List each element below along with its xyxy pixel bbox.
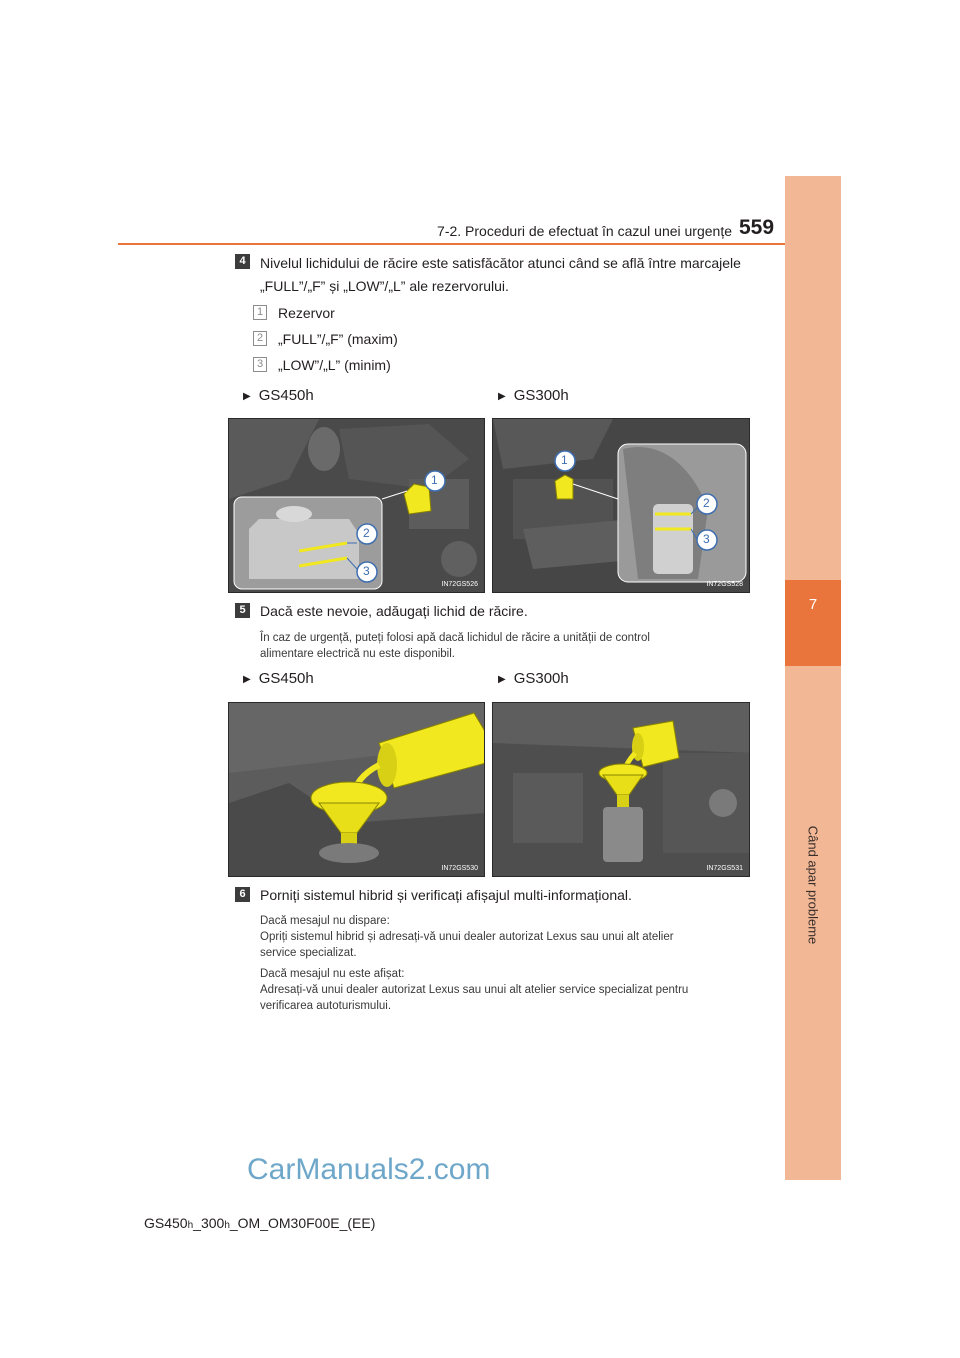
step5-text: Dacă este nevoie, adăugați lichid de răcire. xyxy=(260,603,528,619)
step6-para1-line3: service specializat. xyxy=(260,947,357,959)
section-title: 7-2. Proceduri de efectuat în cazul unei urgențe xyxy=(437,223,732,239)
callout-label-low: „LOW”/„L” (minim) xyxy=(278,357,391,373)
chapter-title: Când apar probleme xyxy=(805,825,821,945)
engine-bay-photo-gs450h-reservoir xyxy=(228,418,485,593)
triangle-bullet-icon: ▶ xyxy=(243,674,251,685)
image-callout-1: 1 xyxy=(561,453,568,467)
step-badge-5: 5 xyxy=(235,603,250,618)
coolant-pouring-photo-gs300h xyxy=(492,702,750,877)
engine-bay-photo-gs300h-reservoir xyxy=(492,418,750,593)
step5-note-line2: alimentare electrică nu este disponibil. xyxy=(260,648,455,660)
step-badge-4: 4 xyxy=(235,254,250,269)
chapter-number: 7 xyxy=(808,596,818,613)
image-code: IN72GS526 xyxy=(441,581,478,588)
model-label-gs450h: ▶ GS450h xyxy=(243,670,314,687)
chapter-number-block xyxy=(785,580,841,666)
callout-badge-3: 3 xyxy=(253,357,267,372)
image-callout-2: 2 xyxy=(363,526,370,540)
image-code: IN72GS531 xyxy=(706,865,743,872)
image-callout-3: 3 xyxy=(363,564,370,578)
triangle-bullet-icon: ▶ xyxy=(243,391,251,402)
triangle-bullet-icon: ▶ xyxy=(498,391,506,402)
image-callout-2: 2 xyxy=(703,496,710,510)
step6-para1-line1: Dacă mesajul nu dispare: xyxy=(260,915,390,927)
callout-badge-1: 1 xyxy=(253,305,267,320)
step6-para1-line2: Opriți sistemul hibrid și adresați-vă unui dealer autorizat Lexus sau unui alt atelier xyxy=(260,931,674,943)
watermark-text: CarManuals2.com xyxy=(247,1153,491,1186)
triangle-bullet-icon: ▶ xyxy=(498,674,506,685)
step6-para2-line2: Adresați-vă unui dealer autorizat Lexus sau unui alt atelier service specializat pentru xyxy=(260,984,689,996)
step6-para2-line1: Dacă mesajul nu este afișat: xyxy=(260,968,405,980)
callout-badge-2: 2 xyxy=(253,331,267,346)
callout-label-full: „FULL”/„F” (maxim) xyxy=(278,331,398,347)
image-code: IN72GS528 xyxy=(706,581,743,588)
callout-label-reservoir: Rezervor xyxy=(278,305,335,321)
model-label-gs300h: ▶ GS300h xyxy=(498,670,569,687)
model-label-gs450h: ▶ GS450h xyxy=(243,387,314,404)
step4-text-line2: „FULL”/„F” și „LOW”/„L” ale rezervorului. xyxy=(260,278,509,294)
header-divider xyxy=(118,243,785,245)
coolant-pouring-photo-gs450h xyxy=(228,702,485,877)
footer-model-code: GS450h_300h_OM_OM30F00E_(EE) xyxy=(144,1215,376,1231)
chapter-side-tab xyxy=(785,176,841,1180)
image-callout-1: 1 xyxy=(431,473,438,487)
image-code: IN72GS530 xyxy=(441,865,478,872)
page-number: 559 xyxy=(739,216,775,239)
model-label-gs300h: ▶ GS300h xyxy=(498,387,569,404)
step5-note-line1: În caz de urgență, puteți folosi apă dacă lichidul de răcire a unității de control xyxy=(260,632,650,644)
image-callout-3: 3 xyxy=(703,532,710,546)
step4-text-line1: Nivelul lichidului de răcire este satisfăcător atunci când se află între marcajele xyxy=(260,255,741,271)
step-badge-6: 6 xyxy=(235,887,250,902)
step6-text: Porniți sistemul hibrid și verificați afișajul multi-informațional. xyxy=(260,887,632,903)
step6-para2-line3: verificarea autoturismului. xyxy=(260,1000,392,1012)
